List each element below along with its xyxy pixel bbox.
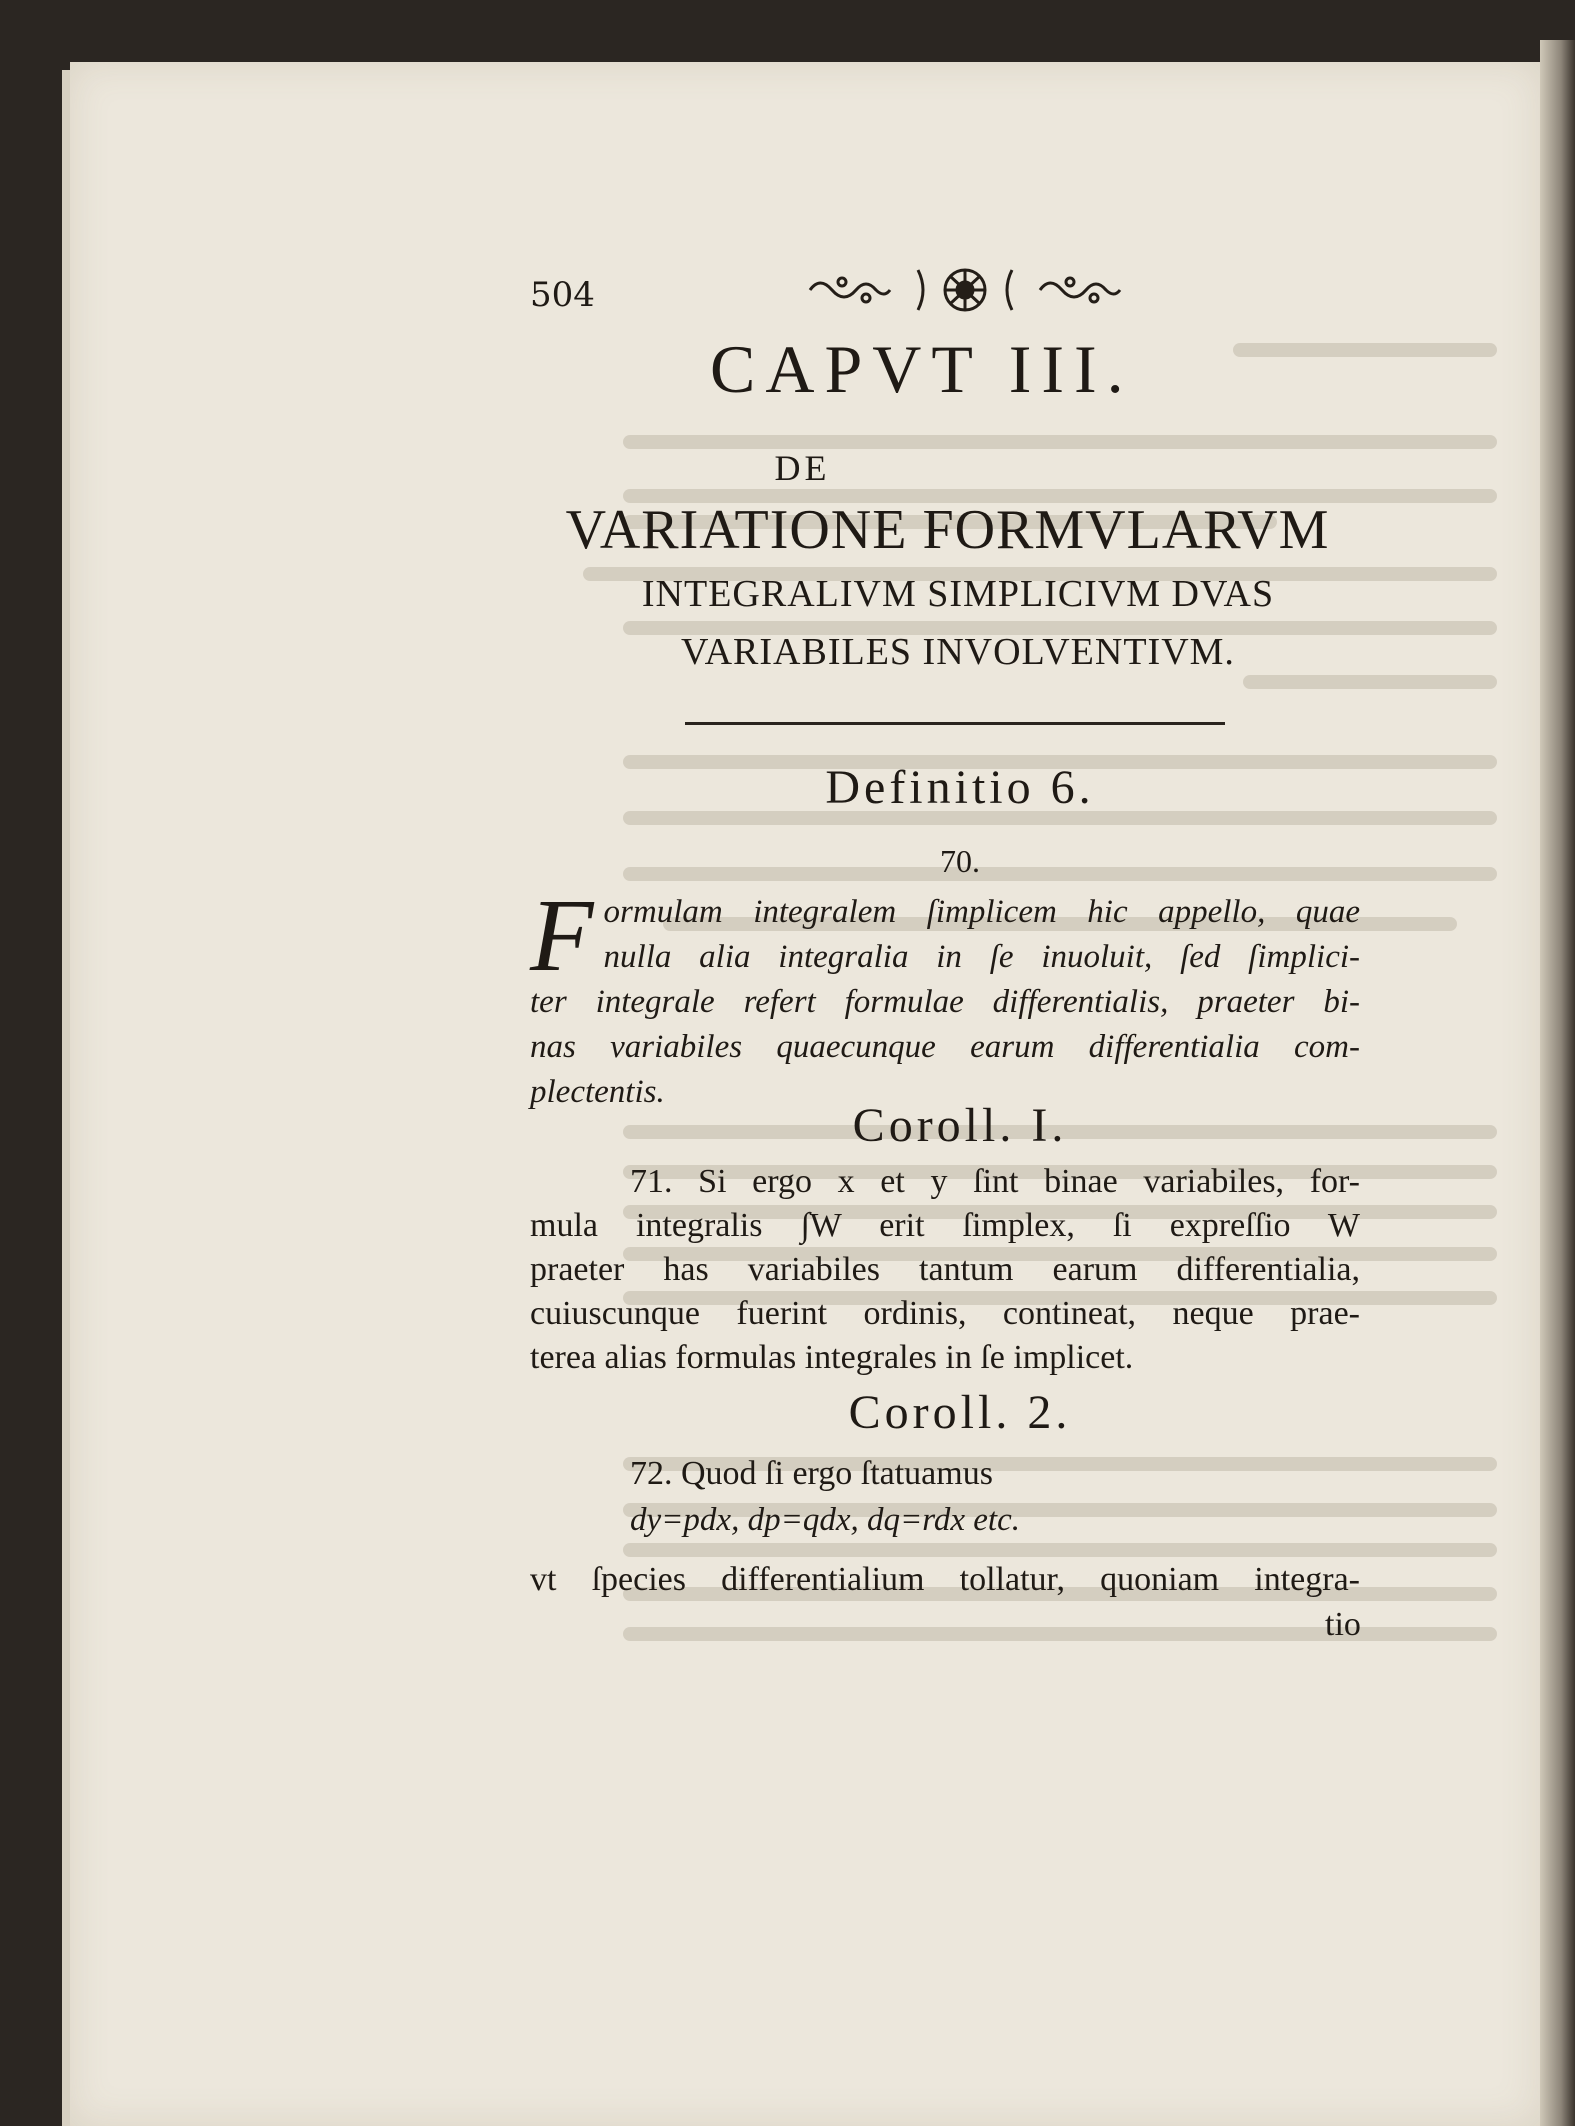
- corollary-2-heading: Coroll. 2.: [848, 1386, 1072, 1439]
- chapter-title-line-2: INTEGRALIVM SIMPLICIVM DVAS: [641, 573, 1275, 615]
- chapter-subtitle-de: DE: [774, 448, 831, 488]
- definition-line: ter integrale refert formulae differentialis, praeter bi-: [530, 984, 1360, 1020]
- definition-heading: Definitio 6.: [825, 761, 1095, 814]
- definition-line: plectentis.: [530, 1074, 665, 1110]
- paragraph-number: 70.: [940, 843, 980, 879]
- corollary-line: 71. Si ergo x et y ſint binae variabiles, for-: [630, 1163, 1360, 1200]
- chapter-title: CAPVT III.: [710, 331, 1134, 407]
- definition-line: nas variabiles quaecunque earum differentialia com-: [530, 1029, 1360, 1065]
- corollary-1-text: [530, 1160, 1360, 1380]
- corollary-line: mula integralis ∫W erit ſimplex, ſi expreſſio W: [530, 1207, 1360, 1244]
- definition-line: nulla alia integralia in ſe inuoluit, ſed ſimplici-: [603, 939, 1360, 975]
- corollary-line: cuiuscunque fuerint ordinis, contineat, neque prae-: [530, 1295, 1360, 1332]
- formula-text: dy=pdx, dp=qdx, dq=rdx etc.: [630, 1502, 1020, 1538]
- drop-cap: F: [530, 878, 594, 993]
- book-binding-edge: [1540, 40, 1575, 2126]
- formula: [630, 1502, 1020, 1539]
- chapter-title-line-1: VARIATIONE FORMVLARVM: [565, 499, 1330, 561]
- corollary-2-continuation: [530, 1558, 1360, 1602]
- corollary-1-heading: Coroll. I.: [852, 1099, 1068, 1152]
- definition-line: ormulam integralem ſimplicem hic appello, quae: [603, 894, 1360, 930]
- corollary-2-intro: [530, 1452, 1360, 1496]
- corollary-line: 72. Quod ſi ergo ſtatuamus: [630, 1455, 993, 1492]
- header-ornament-icon: [800, 262, 1130, 318]
- page-number: 504: [530, 275, 595, 315]
- corollary-line: vt ſpecies differentialium tollatur, quoniam integra-: [530, 1561, 1360, 1598]
- title-rule: [685, 722, 1225, 725]
- corollary-line: terea alias formulas integrales in ſe implicet.: [530, 1339, 1134, 1376]
- catchword: tio: [1325, 1606, 1361, 1643]
- chapter-title-line-3: VARIABILES INVOLVENTIVM.: [681, 631, 1235, 673]
- definition-text: [530, 878, 1360, 1115]
- corollary-line: praeter has variabiles tantum earum differentialia,: [530, 1251, 1360, 1288]
